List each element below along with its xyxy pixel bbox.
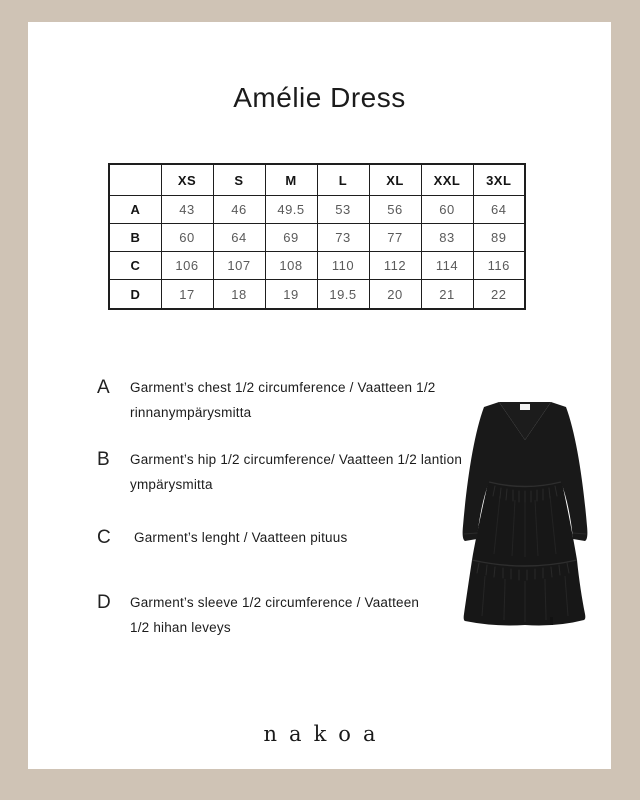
size-table-header-row bbox=[109, 164, 525, 196]
size-table-corner-cell bbox=[109, 164, 161, 196]
size-column-header: M bbox=[265, 164, 317, 196]
legend-item-D bbox=[97, 590, 442, 640]
brand-logo bbox=[28, 722, 611, 746]
measure-row-label: C bbox=[109, 252, 161, 280]
size-table-row bbox=[109, 280, 525, 309]
content-panel bbox=[28, 22, 611, 769]
measure-row-label: B bbox=[109, 224, 161, 252]
brand-logo-text: nakoa bbox=[263, 722, 388, 746]
legend-text: Garment’s hip 1/2 circumference/ Vaatteen 1/2 lantion ympärysmitta bbox=[130, 452, 463, 492]
legend-text: Garment’s lenght / Vaatteen pituus bbox=[134, 530, 348, 545]
size-value-cell: 53 bbox=[317, 196, 369, 224]
size-value-cell: 112 bbox=[369, 252, 421, 280]
measure-row-label: A bbox=[109, 196, 161, 224]
legend-item-A bbox=[97, 375, 465, 425]
size-value-cell: 20 bbox=[369, 280, 421, 309]
product-title: Amélie Dress bbox=[233, 82, 406, 113]
size-value-cell: 77 bbox=[369, 224, 421, 252]
size-value-cell: 83 bbox=[421, 224, 473, 252]
legend-item-C bbox=[97, 525, 514, 550]
size-value-cell: 19.5 bbox=[317, 280, 369, 309]
size-value-cell: 60 bbox=[161, 224, 213, 252]
size-column-header: XS bbox=[161, 164, 213, 196]
size-value-cell: 69 bbox=[265, 224, 317, 252]
size-value-cell: 60 bbox=[421, 196, 473, 224]
neck-label bbox=[520, 404, 530, 410]
size-value-cell: 64 bbox=[213, 224, 265, 252]
size-table-body bbox=[109, 196, 525, 310]
size-value-cell: 22 bbox=[473, 280, 525, 309]
size-column-header: S bbox=[213, 164, 265, 196]
size-column-header: 3XL bbox=[473, 164, 525, 196]
size-value-cell: 56 bbox=[369, 196, 421, 224]
legend-text: Garment’s chest 1/2 circumference / Vaatteen 1/2 rinnanympärysmitta bbox=[130, 380, 436, 420]
dress-illustration bbox=[455, 394, 595, 629]
size-value-cell: 106 bbox=[161, 252, 213, 280]
size-value-cell: 107 bbox=[213, 252, 265, 280]
size-value-cell: 89 bbox=[473, 224, 525, 252]
size-value-cell: 21 bbox=[421, 280, 473, 309]
size-value-cell: 43 bbox=[161, 196, 213, 224]
size-value-cell: 108 bbox=[265, 252, 317, 280]
size-value-cell: 46 bbox=[213, 196, 265, 224]
size-table-header bbox=[109, 164, 525, 196]
size-table-row bbox=[109, 224, 525, 252]
size-value-cell: 73 bbox=[317, 224, 369, 252]
product-photo bbox=[455, 394, 595, 629]
legend bbox=[97, 375, 497, 665]
size-column-header: XXL bbox=[421, 164, 473, 196]
size-value-cell: 18 bbox=[213, 280, 265, 309]
legend-key: B bbox=[97, 449, 110, 470]
size-value-cell: 19 bbox=[265, 280, 317, 309]
hem-tag bbox=[550, 617, 553, 625]
measure-row-label: D bbox=[109, 280, 161, 309]
legend-item-B bbox=[97, 447, 492, 497]
size-value-cell: 64 bbox=[473, 196, 525, 224]
size-value-cell: 17 bbox=[161, 280, 213, 309]
size-value-cell: 110 bbox=[317, 252, 369, 280]
legend-key: D bbox=[97, 592, 111, 613]
size-table-row bbox=[109, 252, 525, 280]
size-table bbox=[108, 163, 526, 310]
size-column-header: L bbox=[317, 164, 369, 196]
legend-key: A bbox=[97, 377, 110, 398]
size-value-cell: 116 bbox=[473, 252, 525, 280]
size-column-header: XL bbox=[369, 164, 421, 196]
legend-key: C bbox=[97, 527, 111, 548]
legend-text: Garment’s sleeve 1/2 circumference / Vaatteen 1/2 hihan leveys bbox=[130, 595, 420, 635]
size-value-cell: 114 bbox=[421, 252, 473, 280]
size-table-row bbox=[109, 196, 525, 224]
size-value-cell: 49.5 bbox=[265, 196, 317, 224]
